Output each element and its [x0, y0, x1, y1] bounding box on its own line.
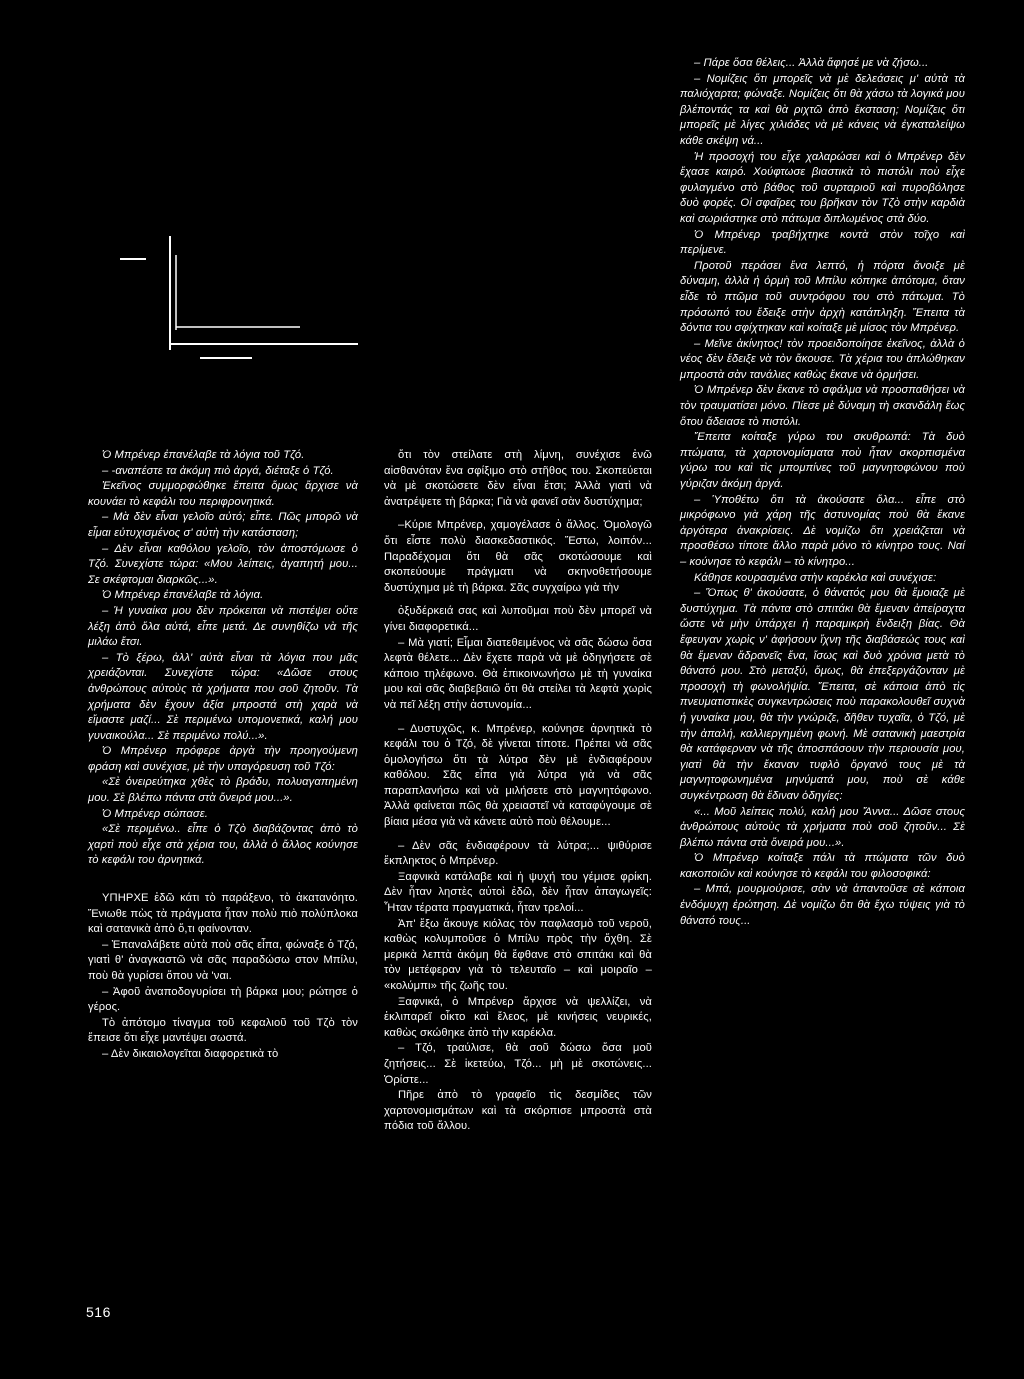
middle-paragraph: Ἀπ' ἔξω ἄκουγε κιόλας τὸν παφλασμὸ τοῦ νεροῦ, καθὼς κολυμποῦσε ὁ Μπίλυ πρὸς τὴν ὄχθη. Σὲ μερικὰ λεπτὰ ἀκόμη θὰ ἔφθανε στὸ σπιτάκι καὶ θὰ τὸν μετέφεραν γιὰ τὸ τελευταῖο – καὶ μοιραῖο – «κολύμπι» τῆς ζωῆς του. — [384, 917, 652, 992]
left-paragraph: – Δὲν εἶναι καθόλου γελοῖο, τὸν ἀποστόμωσε ὁ Τζό. Συνεχίστε τώρα: «Μου λείπεις, ἀγαπητή μου... Σε σκέφτομαι διαρκῶς...». — [88, 542, 358, 586]
left-paragraph-section-start: ΥΠΗΡΧΕ ἐδῶ κάτι τὸ παράξενο, τὸ ἀκατανόητο. Ἔνιωθε πὼς τὰ πράγματα ἦταν πολὺ πιὸ πολύπλοκα καὶ σατανικὰ ἀπὸ ὅ,τι φαίνονταν. — [88, 892, 358, 936]
left-paragraph: Ὁ Μπρένερ ἐπανέλαβε τὰ λόγια τοῦ Τζό. — [102, 449, 305, 461]
middle-paragraph: – Δὲν σᾶς ἐνδιαφέρουν τὰ λύτρα;... ψιθύρισε ἔκπληκτος ὁ Μπρένερ. — [384, 839, 652, 868]
middle-column — [384, 448, 652, 1135]
right-paragraph: Προτοῦ περάσει ἕνα λεπτό, ἡ πόρτα ἄνοιξε μὲ δύναμη, ἀλλὰ ἡ ὁρμὴ τοῦ Μπίλυ κόπηκε ἀπότομα, ὅταν εἶδε τὸ πτῶμα τοῦ συντρόφου του στὸ πάτωμα. Τὸ πρόσωπό του ἔδειξε στὴν ἀρχὴ κατάπληξη. Ἔπειτα τὰ δόντια του σφίχτηκαν καὶ κοίταξε μὲ μίσος τὸν Μπρένερ. — [680, 259, 965, 335]
middle-paragraph: Πῆρε ἀπὸ τὸ γραφεῖο τὶς δεσμίδες τῶν χαρτονομισμάτων καὶ τὰ σκόρπισε μπροστὰ στὰ πόδια τοῦ ἄλλου. — [384, 1089, 652, 1133]
right-paragraph: – Ὑποθέτω ὅτι τὰ ἀκούσατε ὅλα... εἶπε στὸ μικρόφωνο γιὰ χάρη τῆς ἀστυνομίας ποὺ θὰ ἔκανε ἀργότερα ἀνακρίσεις. Δὲ νομίζω ὅτι χρειάζεται νὰ προσθέσω τίποτε ἄλλο παρὰ μόνο τὸ κίνητρο τους. Ναί – κούνησε τὸ κεφάλι – τὸ κίνητρο... — [680, 493, 965, 568]
left-column — [88, 448, 358, 1063]
right-paragraph: Ἡ προσοχή του εἶχε χαλαρώσει καὶ ὁ Μπρένερ δὲν ἔχασε καιρό. Χούφτωσε βιαστικὰ τὸ πιστόλι ποὺ εἶχε φυλαγμένο στὸ βάθος τοῦ συρταριοῦ καὶ πυροβόλησε δυὸ φορές. Οἱ σφαῖρες του βρῆκαν τὸν Τζὸ στὴν καρδιὰ καὶ σωριάστηκε στὸ πάτωμα διπλωμένος στὰ δύο. — [680, 150, 965, 225]
left-paragraph: «Σὲ ὀνειρεύτηκα χθὲς τὸ βράδυ, πολυαγαπημένη μου. Σὲ βλέπω πάντα στὰ ὄνειρά μου...». — [88, 776, 358, 805]
right-paragraph: Ὁ Μπρένερ τραβήχτηκε κοντὰ στὸν τοῖχο καὶ περίμενε. — [680, 228, 965, 257]
right-column — [680, 56, 965, 929]
left-paragraph: Τὸ ἀπότομο τίναγμα τοῦ κεφαλιοῦ τοῦ Τζὸ τὸν ἔπεισε ὅτι εἶχε μαντέψει σωστά. — [88, 1016, 358, 1045]
left-paragraph: – Ἀφοῦ ἀναποδογυρίσει τὴ βάρκα μου; ρώτησε ὁ γέρος. — [88, 985, 358, 1014]
right-paragraph: – Μπά, μουρμούρισε, σὰν νὰ ἀπαντοῦσε σὲ κάποια ἐνδόμυχη ἐρώτηση. Δὲ νομίζω ὅτι θὰ ἔχω τύψεις γιὰ τὸ θάνατό τους... — [680, 883, 965, 927]
middle-paragraph: ὅτι τὸν στείλατε στὴ λίμνη, συνέχισε ἐνῶ αἰσθανόταν ἕνα σφίξιμο στὸ στῆθος του. Σκοπεύεται νὰ μὲ σκοτώσετε δὲν εἶναι ἔτσι; Ἀλλὰ γιατὶ νὰ ἀνατρέψετε τὴ βάρκα; Γιὰ νὰ φανεῖ σὰν δυστύχημα; — [384, 449, 652, 508]
right-paragraph: – Μεῖνε ἀκίνητος! τὸν προειδοποίησε ἐκεῖνος, ἀλλὰ ὁ νέος δὲν ἔδειξε νὰ τὸν ἄκουσε. Τὰ χέρια του ἁπλώθηκαν μπροστὰ σὰν τανάλιες καθὼς ἔκανε νὰ ὁρμήσει. — [680, 337, 965, 381]
left-paragraph: – Δὲν δικαιολογεῖται διαφορετικὰ τὸ — [102, 1047, 279, 1060]
left-paragraph: Ὁ Μπρένερ σώπασε. — [102, 807, 208, 820]
left-paragraph: Ὁ Μπρένερ πρόφερε ἀργὰ τὴν προηγούμενη φράση καὶ συνέχισε, μὲ τὴν υπαγόρευση τοῦ Τζό: — [88, 745, 358, 773]
middle-paragraph: Ξαφνικά, ὁ Μπρένερ ἄρχισε νὰ ψελλίζει, νὰ ἐκλιπαρεῖ οἶκτο καὶ ἔλεος, μὲ κινήσεις νευρικές, καθὼς σκώθηκε ἀπὸ τὴν καρέκλα. — [384, 995, 652, 1039]
left-paragraph: – -αναπέστε τα ἀκόμη πιὸ ἀργά, διέταξε ὁ Τζό. — [102, 464, 334, 477]
right-paragraph: – Πάρε ὅσα θέλεις... Ἀλλὰ ἄφησέ με νὰ ζήσω... — [694, 57, 929, 69]
middle-paragraph: –Κύριε Μπρένερ, χαμογέλασε ὁ ἄλλος. Ὁμολογῶ ὅτι εἶστε πολὺ διασκεδαστικός. Ἔστω, λοιπόν... Παραδέχομαι ὅτι θὰ σᾶς σκοτώσουμε καὶ σκοπεύουμε πράγματι νὰ σκηνοθετήσουμε δυστύχημα μὲ τὴ βάρκα. Σᾶς συγχαίρω γιὰ τὴν — [384, 519, 652, 594]
left-paragraph: – Ἡ γυναίκα μου δὲν πρόκειται νὰ πιστέψει οὔτε λέξη ἀπὸ ὅλα αὐτά, εἶπε μετά. Δε συνηθίζω νὰ τῆς μιλάω ἔτσι. — [88, 604, 358, 649]
left-paragraph: – Μὰ δὲν εἶναι γελοῖο αὐτό; εἶπε. Πῶς μπορῶ νὰ εἶμαι εὐτυχισμένος σ' αὐτὴ τὴν κατάσταση; — [88, 511, 358, 539]
middle-paragraph: – Δυστυχῶς, κ. Μπρένερ, κούνησε ἀρνητικὰ τὸ κεφάλι του ὁ Τζό, δὲ γίνεται τίποτε. Πρέπει νὰ σᾶς ὁμολογήσω ὅτι τὰ λύτρα δὲν μὲ ἐνδιαφέρουν καθόλου. Σᾶς εἶπα γιὰ λύτρα γιὰ νὰ σᾶς παραπλανήσω καὶ νὰ μιλήσετε στὸ μαγνητόφωνο. Ἀλλὰ φαίνεται πῶς θὰ χρειαστεῖ νὰ καταφύγουμε σὲ βίαια μέσα γιὰ νὰ κάνετε αὐτὸ ποὺ θέλουμε... — [384, 722, 652, 829]
right-paragraph: Ὁ Μπρένερ κοίταξε πάλι τὰ πτώματα τῶν δυὸ κακοποιῶν καὶ κούνησε τὸ κεφάλι του φιλοσοφικά: — [680, 852, 965, 880]
middle-paragraph: Ξαφνικὰ κατάλαβε καὶ ἡ ψυχή του γέμισε φρίκη. Δὲν ἦταν ληστὲς αὐτοὶ ἐδῶ, δὲν ἦταν ἀπαγωγεῖς: Ἦταν τέρατα πραγματικά, ἦταν τρελοί... — [384, 870, 652, 915]
left-paragraph: «Σὲ περιμένω.. εἶπε ὁ Τζὸ διαβάζοντας ἀπὸ τὸ χαρτὶ ποὺ εἶχε στὰ χέρια του, ἀλλὰ ὁ ἄλλος κούνησε τὸ κεφάλι του ἀρνητικά. — [88, 823, 358, 867]
left-paragraph: Ὁ Μπρένερ ἐπανέλαβε τὰ λόγια. — [102, 589, 264, 602]
middle-paragraph: – Τζό, τραύλισε, θὰ σοῦ δώσω ὅσα μοῦ ζητήσεις... Σὲ ἱκετεύω, Τζό... μὴ μὲ σκοτώνεις... Ὁρίστε... — [384, 1042, 652, 1086]
right-paragraph: «... Μοῦ λείπεις πολύ, καλή μου Ἄννα... Δῶσε στους ἀνθρώπους αὐτοὺς τὰ χρήματα ποὺ σοῦ ζητοῦν... Σὲ βλέπω πάντα στὰ ὄνειρά μου...». — [680, 805, 965, 849]
page-number: 516 — [86, 1304, 111, 1320]
right-paragraph: – Νομίζεις ὅτι μπορεῖς νὰ μὲ δελεάσεις μ' αὐτὰ τὰ παλιόχαρτα; φώναξε. Νομίζεις ὅτι θὰ χάσω τὰ λογικά μου βλέποντάς τα καὶ θὰ ριχτῶ ἀπὸ ἔκσταση; Νομίζεις ὅτι μπορεῖς μὲ λίγες χιλιάδες νὰ μὲ κάνεις νὰ ἐγκαταλείψω κάθε σκέψη νά... — [680, 72, 965, 147]
middle-paragraph: – Μὰ γιατί; Εἶμαι διατεθειμένος νὰ σᾶς δώσω ὅσα λεφτὰ θέλετε... Δὲν ἔχετε παρὰ νὰ μὲ ὁδηγήσετε σὲ κάποιο τηλέφωνο. Θὰ ἐπικοινωνήσω μὲ τὴ γυναίκα μου καὶ σᾶς διαβεβαιῶ ὅτι θὰ στείλει τὰ λεφτὰ χωρὶς νὰ πεῖ λέξη στὴν ἀστυνομία... — [384, 636, 652, 711]
right-paragraph: Κάθησε κουρασμένα στὴν καρέκλα καὶ συνέχισε: — [694, 571, 937, 584]
middle-paragraph: ὀξυδέρκειά σας καὶ λυποῦμαι ποὺ δὲν μπορεῖ νὰ γίνει διαφορετικά... — [384, 605, 652, 633]
left-paragraph: Ἐκεῖνος συμμορφώθηκε ἔπειτα ὅμως ἄρχισε νὰ κουνάει τὸ κεφάλι του περιφρονητικά. — [88, 480, 358, 508]
right-paragraph: Ὁ Μπρένερ δὲν ἔκανε τὸ σφάλμα νὰ προσπαθήσει νὰ τὸν τραυματίσει μόνο. Πίεσε μὲ δύναμη τὴ σκανδάλη ἕως ὅτου ἄδειασε τὸ πιστόλι. — [680, 384, 965, 428]
right-paragraph: – Ὅπως θ' ἀκούσατε, ὁ θάνατός μου θὰ ἔμοιαζε μὲ δυστύχημα. Τὰ πάντα στὸ σπιτάκι θὰ ἔμεναν ἀπείραχτα ὥστε νὰ μὴν ὑπάρχει ἡ παραμικρὴ ἔνδειξη βίας. Θὰ ἔφευγαν χωρὶς ν' ἀφήσουν ἴχνη τῆς διαβάσεώς τους καὶ θὰ ἔμεναν ἄδρανεῖς ἕνα, ἴσως καὶ δυὸ χρόνια μετὰ τὸ θάνατό μου. Στὸ μεταξύ, ὅμως, θὰ ἐπεξεργάζονταν μὲ προσοχὴ τὴ φωνολήψία. Ἔπειτα, σὲ κάποια ἀπὸ τὶς πνευματιστικὲς συγκεντρώσεις ποὺ παρακολουθεῖ συχνὰ ἡ γυναίκα μου, θὰ τὴν γνώριζε, δῆθεν τυχαῖα, ὁ Τζό, μὲ τὴν ἀπαλή, καλλιεργημένη φωνή. Μὲ σατανικὴ μαεστρία θὰ κατάφερναν νὰ τῆς ἀποσπάσουν τὴν περιουσία μου, γιατὶ θὰ τὴν ἔκαναν τυφλὸ ὄργανό τους μὲ τὰ μαγνητοφωνημένα μηνύματά μου, ποὺ σὲ κάθε συγκέντρωση θὰ ἔδιναν ὁδηγίες: — [680, 587, 965, 802]
right-paragraph: Ἔπειτα κοίταξε γύρω του σκυθρωπά: Τὰ δυὸ πτώματα, τὰ χαρτονομίσματα ποὺ ἦταν σκορπισμένα γύρω του καὶ τὶς μπομπίνες τοῦ μαγνητοφώνου ποὺ γύριζαν ἀκόμη ἀργά. — [680, 431, 965, 491]
left-paragraph: – Τὸ ξέρω, ἀλλ' αὐτὰ εἶναι τὰ λόγια που μᾶς χρειάζονται. Συνεχίστε τώρα: «Δῶσε στους ἀνθρώπους αὐτοὺς τὰ χρήματα που σοῦ ζητοῦν. Τὰ χρήματα δὲν ἔχουν ἀξία μπροστά στὴ χαρὰ νὰ εἴμαστε μαζί... Σὲ περιμένω υπομονετικά, καλή μου γυναικούλα... Σὲ περιμένω πολύ...». — [88, 651, 358, 742]
left-paragraph: – Ἐπαναλάβετε αὐτὰ ποὺ σᾶς εἶπα, φώναξε ὁ Τζό, γιατὶ θ' ἀναγκαστῶ νὰ σᾶς παραδώσω στον Μπίλυ, ποὺ θὰ γυρίσει ὅπου νὰ 'ναι. — [88, 938, 358, 982]
